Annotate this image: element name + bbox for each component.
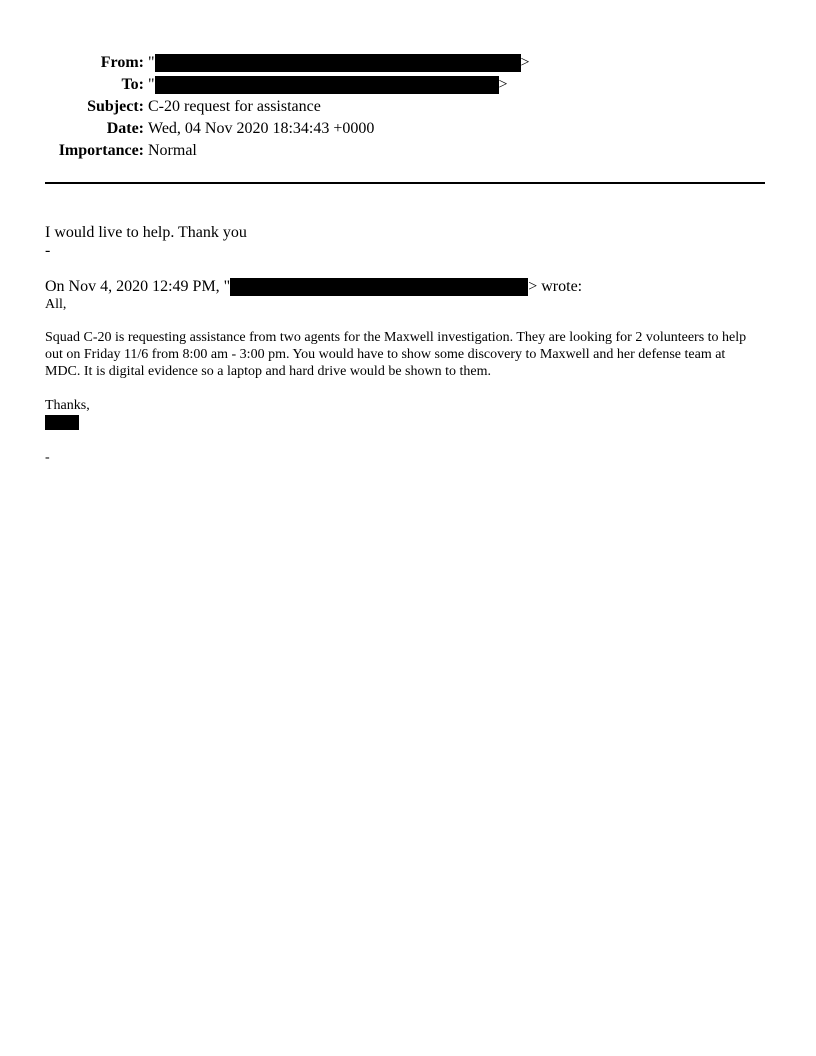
subject-row — [0, 97, 816, 117]
from-row — [0, 53, 816, 73]
to-suffix: > — [498, 76, 508, 93]
reply-text: I would live to help. Thank you — [45, 224, 247, 241]
from-label: From: — [100, 54, 144, 71]
redacted-to-address — [155, 76, 499, 94]
header-divider — [45, 182, 765, 184]
from-value — [148, 53, 530, 73]
from-suffix: > — [520, 54, 530, 71]
redacted-sender-address — [230, 278, 528, 296]
redacted-signature — [45, 415, 79, 430]
quoted-intro-prefix: On Nov 4, 2020 12:49 PM, " — [45, 278, 231, 295]
to-label: To: — [121, 76, 144, 93]
reply-dash: - — [45, 242, 51, 259]
importance-label: Importance: — [58, 142, 144, 159]
importance-value: Normal — [148, 142, 197, 159]
importance-row — [0, 141, 816, 161]
date-label: Date: — [106, 120, 144, 137]
from-prefix: " — [148, 54, 155, 71]
date-row — [0, 119, 816, 139]
subject-value: C-20 request for assistance — [148, 98, 321, 115]
quoted-intro — [45, 277, 582, 297]
subject-label: Subject: — [87, 98, 144, 115]
quoted-signoff: Thanks, — [45, 398, 90, 413]
to-row — [0, 75, 816, 95]
to-value — [148, 75, 508, 95]
date-value: Wed, 04 Nov 2020 18:34:43 +0000 — [148, 120, 375, 137]
redacted-from-address — [155, 54, 521, 72]
quoted-greeting: All, — [45, 297, 67, 312]
quoted-body-paragraph: Squad C-20 is requesting assistance from two agents for the Maxwell investigation. They are looking for 2 volunteers to help out on Friday 11/6 from 8:00 am - 3:00 pm. You would have to show some discovery to Maxwell and her defense team at MDC. It is digital evidence so a laptop and hard drive would be shown to them. — [45, 330, 747, 379]
to-prefix: " — [148, 76, 155, 93]
quoted-intro-suffix: > wrote: — [528, 278, 583, 295]
quoted-dash: - — [45, 450, 50, 465]
